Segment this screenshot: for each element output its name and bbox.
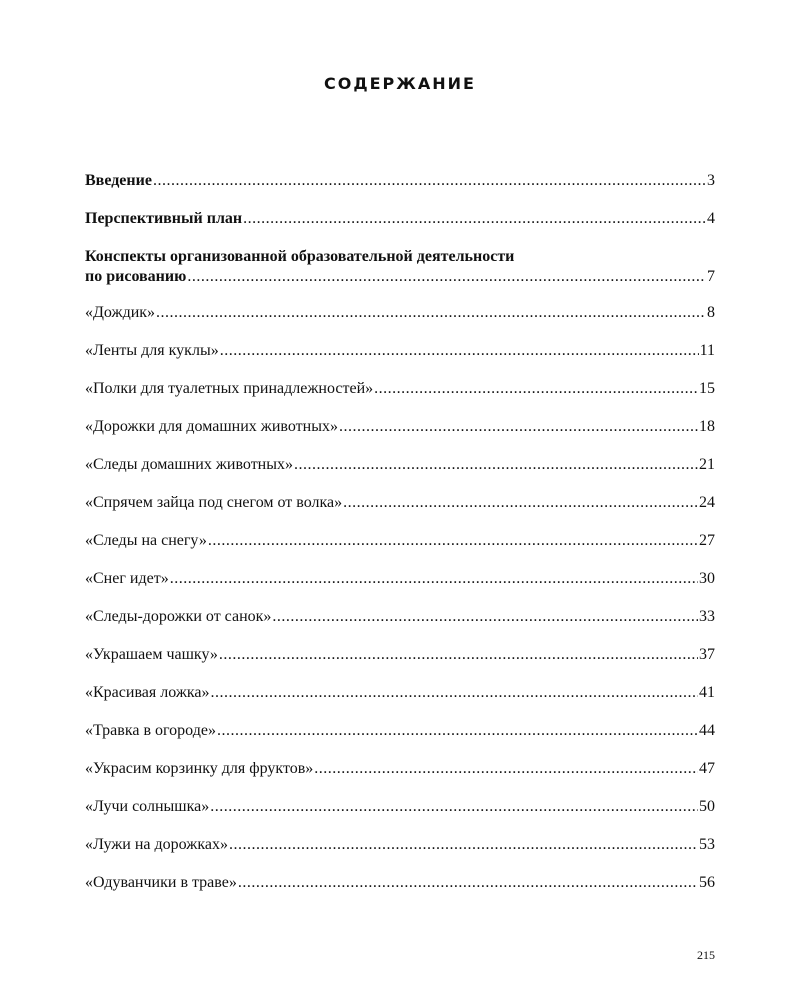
toc-dot-leader: [339, 417, 698, 437]
toc-dot-leader: [153, 171, 706, 191]
toc-entry: [85, 341, 715, 379]
toc-entry-heading: Конспекты организованной образовательной деятельности: [85, 248, 515, 265]
toc-entry-row: [85, 607, 715, 627]
toc-entry: [85, 531, 715, 569]
toc-entry-title: «Одуванчики в траве»: [85, 874, 237, 891]
toc-dot-leader: [187, 267, 706, 287]
toc-entry-row: [85, 873, 715, 893]
toc-entry-page-number: 15: [699, 380, 715, 397]
toc-entry-title: «Дорожки для домашних животных»: [85, 418, 338, 435]
toc-entry: [85, 607, 715, 645]
toc-entry-page-number: 56: [699, 874, 715, 891]
toc-entry-page-number: 50: [699, 798, 715, 815]
toc-entry-page-number: 18: [699, 418, 715, 435]
toc-entry-row: [85, 683, 715, 703]
toc-dot-leader: [208, 531, 698, 551]
toc-entry-title: «Лучи солнышка»: [85, 798, 210, 815]
toc-dot-leader: [210, 797, 698, 817]
toc-entry-title: «Украсим корзинку для фруктов»: [85, 760, 314, 777]
toc-dot-leader: [229, 835, 698, 855]
toc-entry-title: «Снег идет»: [85, 570, 169, 587]
toc-dot-leader: [272, 607, 698, 627]
toc-entry-row: [85, 835, 715, 855]
toc-entry: [85, 171, 715, 209]
toc-dot-leader: [243, 209, 706, 229]
toc-dot-leader: [314, 759, 698, 779]
toc-entry-row: [85, 721, 715, 741]
toc-dot-leader: [219, 645, 698, 665]
toc-entry-page-number: 30: [699, 570, 715, 587]
toc-entry: [85, 835, 715, 873]
toc-entry-title: «Ленты для куклы»: [85, 342, 219, 359]
toc-entry-page-number: 3: [707, 172, 715, 189]
toc-entry: [85, 873, 715, 911]
toc-entry-title: Перспективный план: [85, 210, 243, 227]
toc-entry-row: [85, 267, 715, 287]
toc-entry: [85, 797, 715, 835]
toc-entry-row: [85, 493, 715, 513]
toc-entry-title: Введение: [85, 172, 152, 189]
toc-entry: [85, 417, 715, 455]
toc-entry-row: [85, 303, 715, 323]
toc-entry-title: «Красивая ложка»: [85, 684, 210, 701]
toc-entry: [85, 209, 715, 247]
toc-entry: [85, 493, 715, 531]
toc-dot-leader: [170, 569, 698, 589]
toc-entry-page-number: 41: [699, 684, 715, 701]
toc-entry-page-number: 37: [699, 646, 715, 663]
toc-entry: [85, 455, 715, 493]
toc-dot-leader: [294, 455, 698, 475]
toc-entry: [85, 721, 715, 759]
toc-entry-row: [85, 531, 715, 551]
toc-entry-title: «Следы на снегу»: [85, 532, 207, 549]
toc-entry: [85, 759, 715, 797]
toc-dot-leader: [217, 721, 698, 741]
page-number: 215: [697, 948, 715, 962]
toc-entry: [85, 645, 715, 683]
toc-entry-page-number: 8: [707, 304, 715, 321]
toc-dot-leader: [374, 379, 698, 399]
toc-entry-row: [85, 797, 715, 817]
toc-entry-page-number: 33: [699, 608, 715, 625]
toc-entry-title: по рисованию: [85, 268, 187, 285]
toc-entry-page-number: 53: [699, 836, 715, 853]
toc-entry: [85, 379, 715, 417]
toc-entry: [85, 569, 715, 607]
toc-dot-leader: [238, 873, 698, 893]
toc-entry-page-number: 24: [699, 494, 715, 511]
toc-dot-leader: [156, 303, 706, 323]
toc-dot-leader: [220, 341, 699, 361]
toc-entry-title: «Лужи на дорожках»: [85, 836, 228, 853]
toc-dot-leader: [211, 683, 698, 703]
toc-entry-page-number: 4: [707, 210, 715, 227]
toc-entry-title: «Полки для туалетных принадлежностей»: [85, 380, 374, 397]
toc-entry-row: [85, 455, 715, 475]
toc-entry-page-number: 44: [699, 722, 715, 739]
toc-entry-title: «Украшаем чашку»: [85, 646, 218, 663]
toc-entry-title: «Следы-дорожки от санок»: [85, 608, 272, 625]
toc-entry-row: [85, 209, 715, 229]
toc-entry-title: «Дождик»: [85, 304, 156, 321]
toc-dot-leader: [343, 493, 698, 513]
page-title: СОДЕРЖАНИЕ: [324, 74, 476, 93]
toc-entry-title: «Следы домашних животных»: [85, 456, 293, 473]
toc-entry: [85, 247, 715, 303]
toc-entry-row: [85, 379, 715, 399]
toc-entry-row: [85, 759, 715, 779]
toc-entry-row: [85, 417, 715, 437]
toc-entry-page-number: 47: [699, 760, 715, 777]
toc-entry-row: [85, 645, 715, 665]
toc-entry-page-number: 21: [699, 456, 715, 473]
table-of-contents: [85, 171, 715, 911]
toc-entry-row: [85, 341, 715, 361]
toc-entry-page-number: 27: [699, 532, 715, 549]
toc-entry-title: «Спрячем зайца под снегом от волка»: [85, 494, 343, 511]
toc-entry: [85, 683, 715, 721]
toc-entry-page-number: 7: [707, 268, 715, 285]
toc-entry-page-number: 11: [699, 342, 715, 359]
toc-entry-row: [85, 171, 715, 191]
toc-entry-row: [85, 569, 715, 589]
toc-entry-title: «Травка в огороде»: [85, 722, 216, 739]
toc-entry: [85, 303, 715, 341]
